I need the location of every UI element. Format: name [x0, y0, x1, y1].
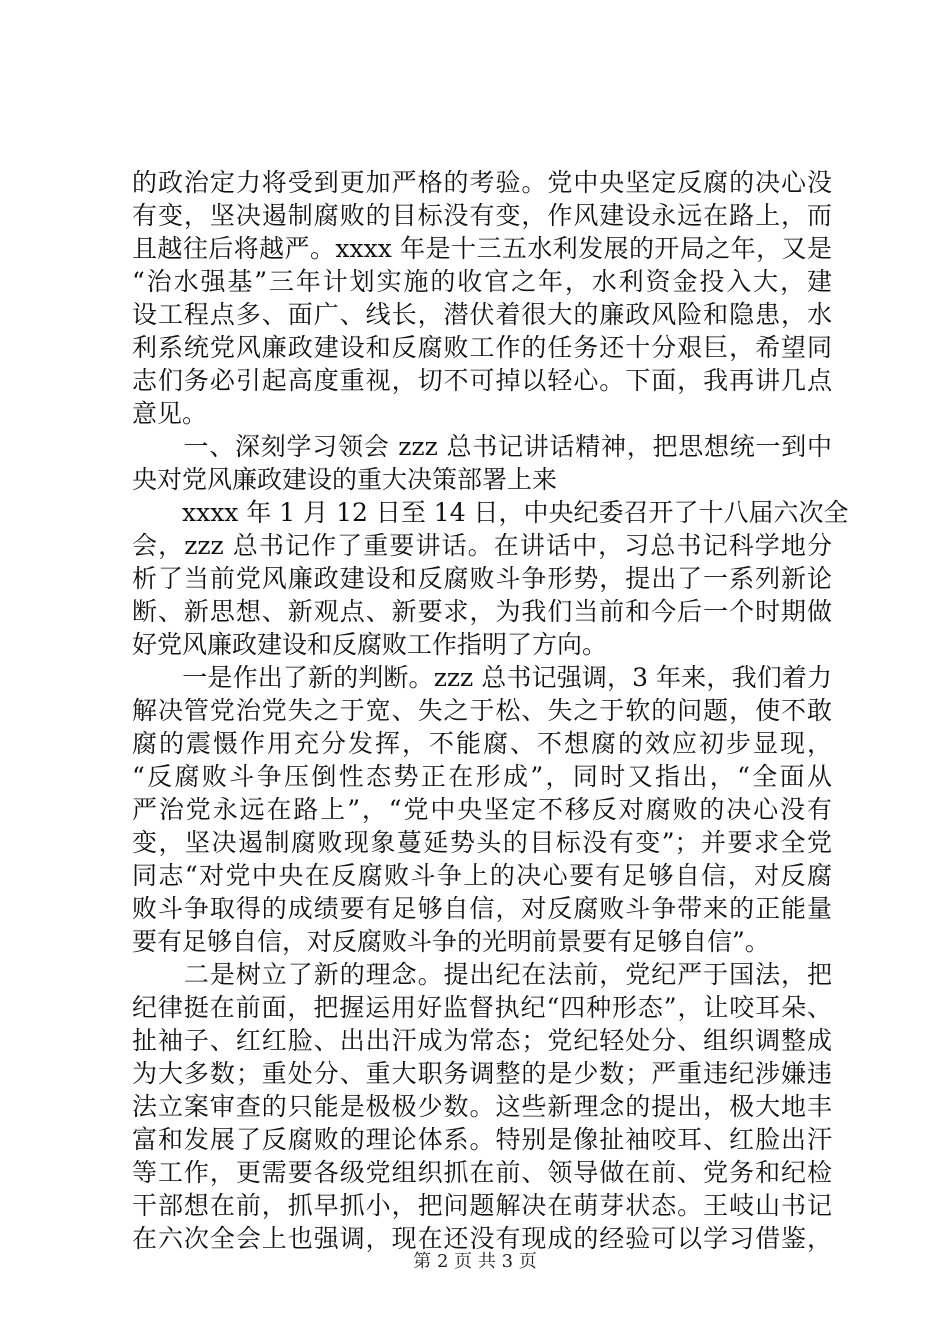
text-line: 富和发展了反腐败的理论体系。特别是像扯袖咬耳、红脸出汗 [132, 1125, 832, 1154]
text-line: 一是作出了新的判断。zzz 总书记强调，3 年来，我们着力 [132, 663, 832, 692]
text-line: 会，zzz 总书记作了重要讲话。在讲话中，习总书记科学地分 [132, 531, 832, 560]
text-line: 腐的震慑作用充分发挥，不能腐、不想腐的效应初步显现， [132, 729, 832, 758]
text-line: 同志“对党中央在反腐败斗争上的决心要有足够自信，对反腐 [132, 861, 832, 890]
text-line: 在六次全会上也强调，现在还没有现成的经验可以学习借鉴， [132, 1224, 832, 1253]
text-line: 断、新思想、新观点、新要求，为我们当前和今后一个时期做 [132, 597, 832, 626]
text-line: 要有足够自信，对反腐败斗争的光明前景要有足够自信”。 [132, 927, 770, 956]
text-line: 纪律挺在前面，把握运用好监督执纪“四种形态”，让咬耳朵、 [132, 993, 832, 1022]
text-line: 设工程点多、面广、线长，潜伏着很大的廉政风险和隐患，水 [132, 300, 832, 329]
text-line: 变，坚决遏制腐败现象蔓延势头的目标没有变”；并要求全党 [132, 828, 832, 857]
text-line: 析了当前党风廉政建设和反腐败斗争形势，提出了一系列新论 [132, 564, 832, 593]
text-line: 有变，坚决遏制腐败的目标没有变，作风建设永远在路上，而 [132, 201, 832, 230]
text-line: “治水强基”三年计划实施的收官之年，水利资金投入大，建 [132, 267, 832, 296]
body-text [132, 166, 849, 1255]
text-line: 法立案审查的只能是极极少数。这些新理念的提出，极大地丰 [132, 1092, 832, 1121]
text-line: 央对党风廉政建设的重大决策部署上来 [132, 465, 558, 494]
text-line: 利系统党风廉政建设和反腐败工作的任务还十分艰巨，希望同 [132, 333, 832, 362]
text-line: xxxx 年 1 月 12 日至 14 日，中央纪委召开了十八届六次全 [132, 498, 849, 527]
text-line: 为大多数；重处分、重大职务调整的是少数；严重违纪涉嫌违 [132, 1059, 832, 1088]
text-line: 解决管党治党失之于宽、失之于松、失之于软的问题，使不敢 [132, 696, 832, 725]
text-line: 干部想在前，抓早抓小，把问题解决在萌芽状态。王岐山书记 [132, 1191, 832, 1220]
text-line: 二是树立了新的理念。提出纪在法前，党纪严于国法，把 [132, 960, 832, 989]
text-line: 一、深刻学习领会 zzz 总书记讲话精神，把思想统一到中 [132, 432, 832, 461]
text-line: 且越往后将越严。xxxx 年是十三五水利发展的开局之年，又是 [132, 234, 832, 263]
text-line: 败斗争取得的成绩要有足够自信，对反腐败斗争带来的正能量 [132, 894, 832, 923]
page-footer: 第 2 页 共 3 页 [413, 1251, 537, 1272]
text-line: 好党风廉政建设和反腐败工作指明了方向。 [132, 630, 608, 659]
text-line: “反腐败斗争压倒性态势正在形成”，同时又指出，“全面从 [132, 762, 832, 791]
text-line: 意见。 [132, 399, 208, 428]
text-line: 志们务必引起高度重视，切不可掉以轻心。下面，我再讲几点 [132, 366, 832, 395]
text-line: 严治党永远在路上”，“党中央坚定不移反对腐败的决心没有 [132, 795, 832, 824]
text-line: 等工作，更需要各级党组织抓在前、领导做在前、党务和纪检 [132, 1158, 832, 1187]
text-line: 的政治定力将受到更加严格的考验。党中央坚定反腐的决心没 [132, 168, 832, 197]
text-line: 扯袖子、红红脸、出出汗成为常态；党纪轻处分、组织调整成 [132, 1026, 832, 1055]
